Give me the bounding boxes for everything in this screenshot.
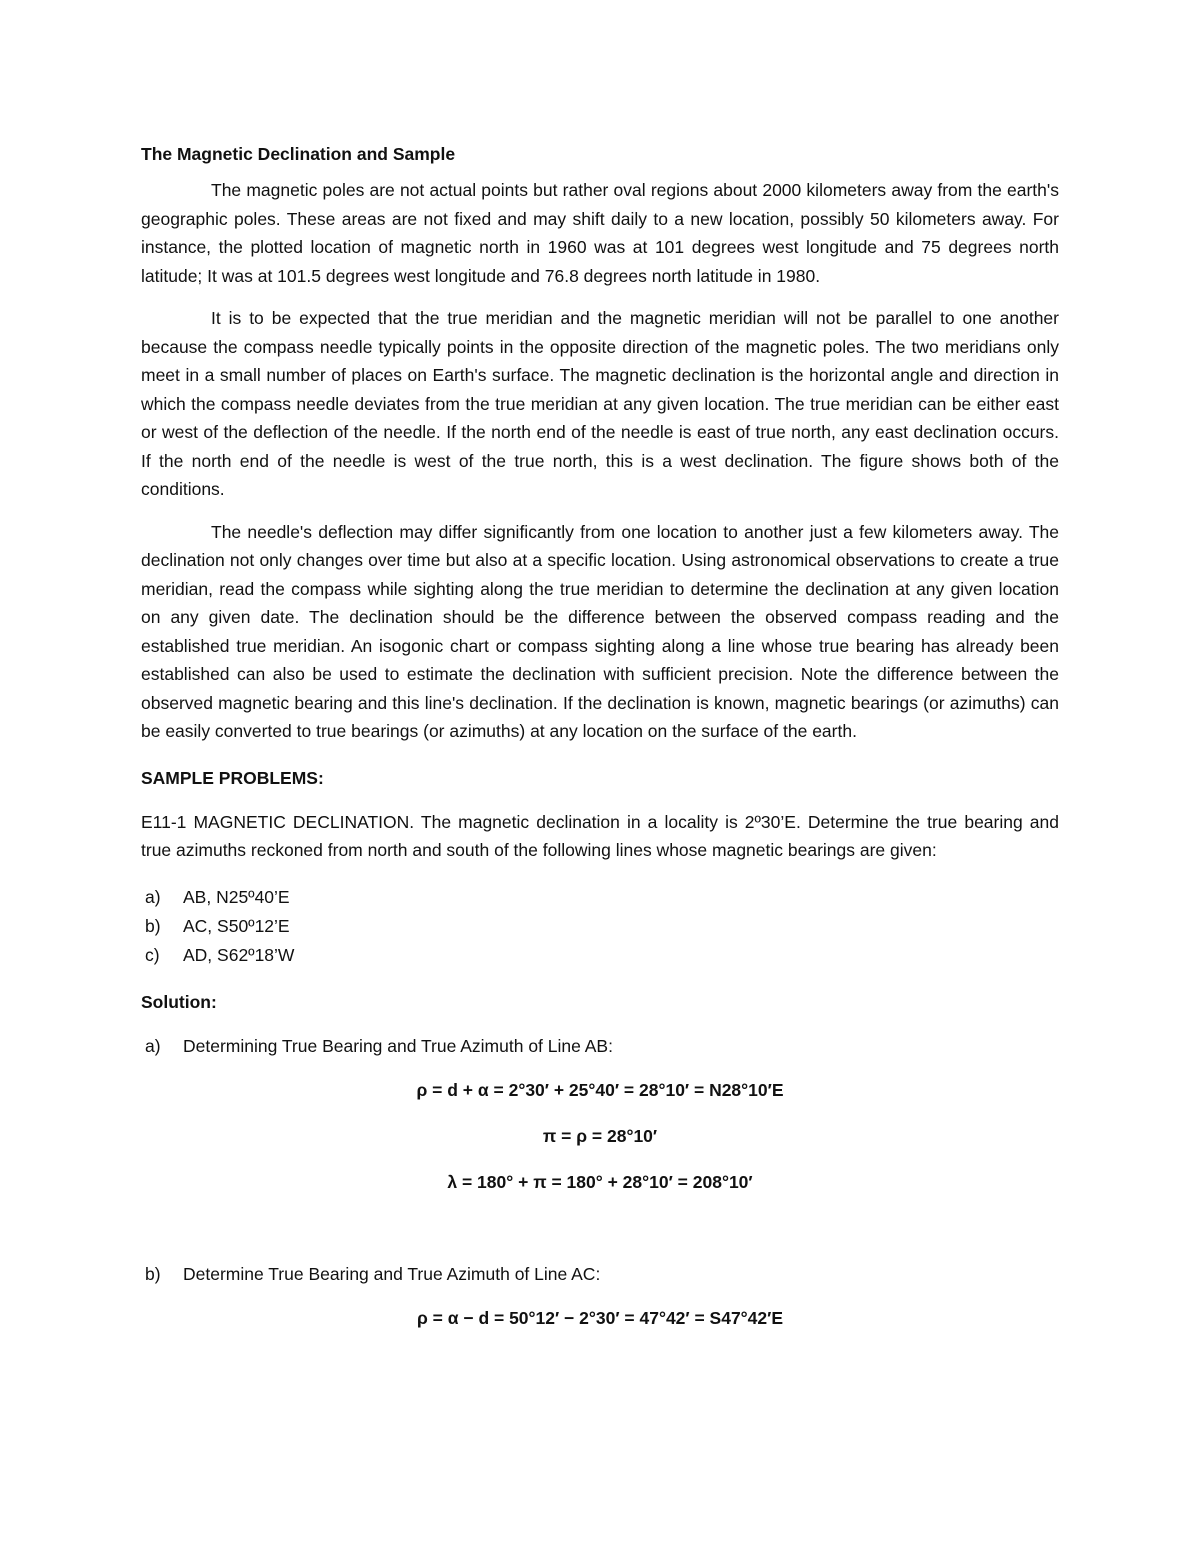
paragraph-needle-deflection: The needle's deflection may differ significantly from one location to another just a few kilometers away. The declination not only changes over time but also at a specific location. Using astronomical observations to create a true meridian, read the compass while sighting along the true meridian to determine the declination at any given location on any given date. The declination should be the difference between the observed compass reading and the established true meridian. An isogonic chart or compass sighting along a line whose true bearing has already been established can also be used to estimate the declination with sufficient precision. Note the difference between the observed magnetic bearing and this line's declination. If the declination is known, magnetic bearings (or azimuths) can be easily converted to true bearings (or azimuths) at any location on the surface of the earth.	[141, 521, 1059, 741]
list-item	[141, 883, 1059, 912]
solution-step-a	[141, 1032, 1059, 1060]
document-title: The Magnetic Declination and Sample	[141, 144, 456, 164]
list-item	[141, 912, 1059, 941]
list-marker: a)	[145, 886, 161, 907]
solution-step-b	[141, 1260, 1059, 1288]
list-marker: c)	[145, 944, 160, 965]
step-text: Determine True Bearing and True Azimuth of Line AC:	[183, 1263, 601, 1284]
sample-problems-heading: SAMPLE PROBLEMS:	[141, 767, 324, 788]
list-item-text: AB, N25º40’E	[183, 886, 290, 907]
paragraph-meridians: It is to be expected that the true meridian and the magnetic meridian will not be parallel to one another because the compass needle typically points in the opposite direction of the magnetic poles. The two meridians only meet in a small number of places on Earth's surface. The magnetic declination is the horizontal angle and direction in which the compass needle deviates from the true meridian at any given location. The true meridian can be either east or west of the deflection of the needle. If the north end of the needle is east of true north, any east declination occurs. If the north end of the needle is west of the true north, this is a west declination. The figure shows both of the conditions.	[141, 308, 1059, 499]
magnetic-bearings-list	[141, 883, 1059, 970]
list-item-text: AC, S50º12’E	[183, 915, 290, 936]
paragraph-magnetic-poles: The magnetic poles are not actual points but rather oval regions about 2000 kilometers away from the earth's geographic poles. These areas are not fixed and may shift daily to a new location, possibly 50 kilometers away. For instance, the plotted location of magnetic north in 1960 was at 101 degrees west longitude and 75 degrees north latitude; It was at 101.5 degrees west longitude and 76.8 degrees north latitude in 1980.	[141, 180, 1059, 286]
document-page	[141, 140, 1059, 1350]
equation: ρ = d + α = 2°30′ + 25°40′ = 28°10′ = N28°10′E	[416, 1079, 784, 1100]
list-marker: b)	[145, 915, 161, 936]
solution-heading: Solution:	[141, 991, 217, 1012]
equation: ρ = α − d = 50°12′ − 2°30′ = 47°42′ = S47°42′E	[416, 1307, 784, 1328]
step-text: Determining True Bearing and True Azimuth of Line AB:	[183, 1035, 613, 1056]
equation: λ = 180° + π = 180° + 28°10′ = 208°10′	[447, 1171, 753, 1192]
problem-statement: E11-1 MAGNETIC DECLINATION. The magnetic declination in a locality is 2º30’E. Determine the true bearing and true azimuths reckoned from north and south of the following lines whose magnetic bearings are given:	[141, 811, 1059, 860]
list-item	[141, 941, 1059, 970]
spacer	[141, 1214, 1059, 1260]
equation: π = ρ = 28°10′	[542, 1125, 658, 1146]
step-marker: a)	[145, 1035, 161, 1056]
list-item-text: AD, S62º18’W	[183, 944, 295, 965]
step-marker: b)	[145, 1263, 161, 1284]
